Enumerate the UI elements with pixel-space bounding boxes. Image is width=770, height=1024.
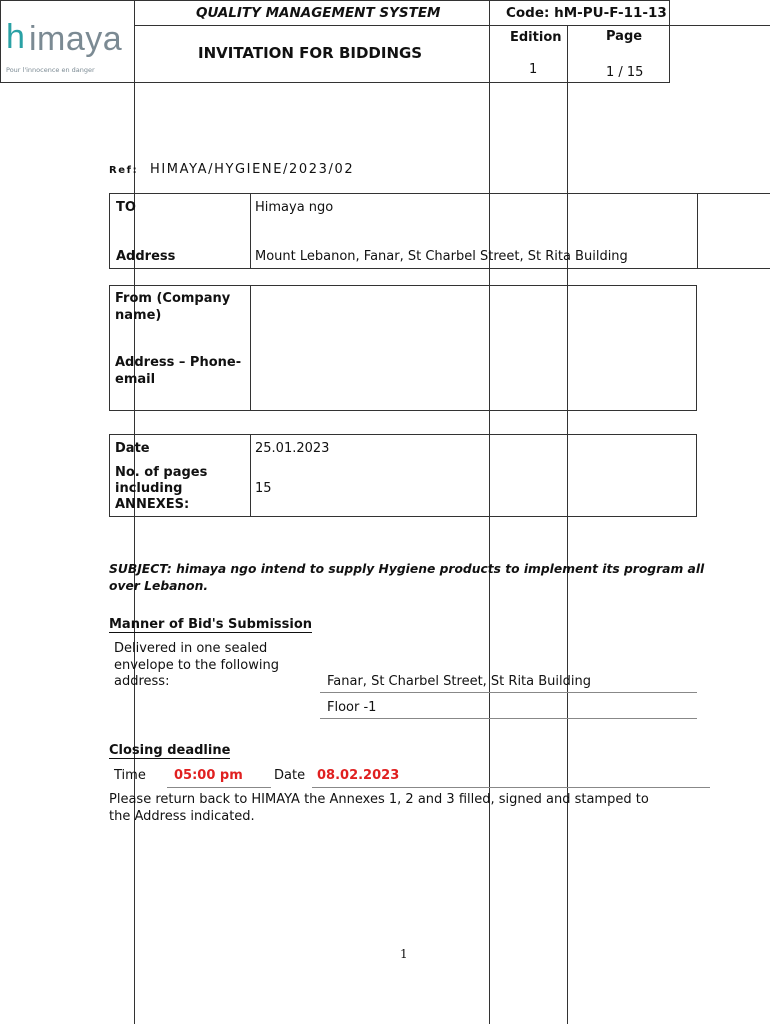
from-label-line2: name) (115, 308, 162, 323)
pages-label-line3: ANNEXES: (115, 497, 190, 512)
deadline-note-line1: Please return back to HIMAYA the Annexes 1, 2 and 3 filled, signed and stamped to (109, 792, 649, 807)
address-value: Mount Lebanon, Fanar, St Charbel Street, St Rita Building (255, 249, 628, 264)
to-value: Himaya ngo (255, 200, 334, 215)
date-label: Date (115, 441, 150, 456)
document-title: INVITATION FOR BIDDINGS (198, 44, 423, 62)
deadline-date-label: Date (274, 768, 306, 783)
from-label-line1: From (Company (115, 291, 231, 306)
subject-line2: over Lebanon. (109, 579, 209, 593)
submission-desc-line1: Delivered in one sealed (114, 641, 268, 656)
page-number: 1 (400, 947, 408, 961)
submission-address-line1: Fanar, St Charbel Street, St Rita Building (327, 674, 591, 689)
edition-value: 1 (529, 62, 538, 77)
system-title: QUALITY MANAGEMENT SYSTEM (196, 5, 441, 21)
recipient-table (109, 193, 770, 269)
divider (167, 787, 271, 788)
deadline-note (109, 792, 649, 825)
sender-table (109, 285, 697, 411)
submission-desc-line2: envelope to the following (114, 657, 279, 673)
logo-tagline: Pour l'innocence en danger (6, 66, 95, 74)
subject-line1: SUBJECT: himaya ngo intend to supply Hygiene products to implement its program all (109, 562, 705, 576)
submission-desc-line3: address: (114, 674, 170, 689)
pages-label-line1: No. of pages (115, 465, 208, 480)
document-header (0, 0, 670, 83)
document-code: Code: hM-PU-F-11-13 (506, 5, 667, 21)
submission-description (114, 641, 279, 691)
divider (320, 718, 697, 719)
contact-label-line1: Address – Phone- (115, 355, 242, 370)
deadline-time-value: 05:00 pm (174, 768, 243, 783)
pages-label-line2: including (115, 481, 183, 496)
reference-label: Ref: (109, 165, 139, 176)
logo-h-mark: h (6, 18, 24, 56)
date-value: 25.01.2023 (255, 441, 330, 456)
pages-value: 15 (255, 481, 272, 496)
contact-label-line2: email (115, 372, 156, 387)
info-table (109, 434, 697, 517)
page-label: Page (606, 29, 643, 44)
reference-value: HIMAYA/HYGIENE/2023/02 (149, 162, 355, 177)
edition-label: Edition (510, 30, 562, 45)
reference-line (109, 162, 354, 177)
deadline-date-value: 08.02.2023 (317, 768, 400, 783)
page-value: 1 / 15 (606, 65, 644, 80)
divider (320, 692, 697, 693)
logo-wordmark: imaya (29, 20, 123, 58)
deadline-time-label: Time (114, 768, 146, 783)
submission-address-line2: Floor -1 (327, 700, 377, 715)
deadline-note-line2: the Address indicated. (109, 808, 255, 824)
from-company-field[interactable] (252, 287, 696, 409)
subject (109, 561, 704, 595)
to-label: TO (116, 200, 136, 215)
divider (312, 787, 710, 788)
deadline-heading: Closing deadline (109, 743, 231, 758)
submission-heading: Manner of Bid's Submission (109, 617, 313, 632)
address-label: Address (116, 249, 176, 264)
